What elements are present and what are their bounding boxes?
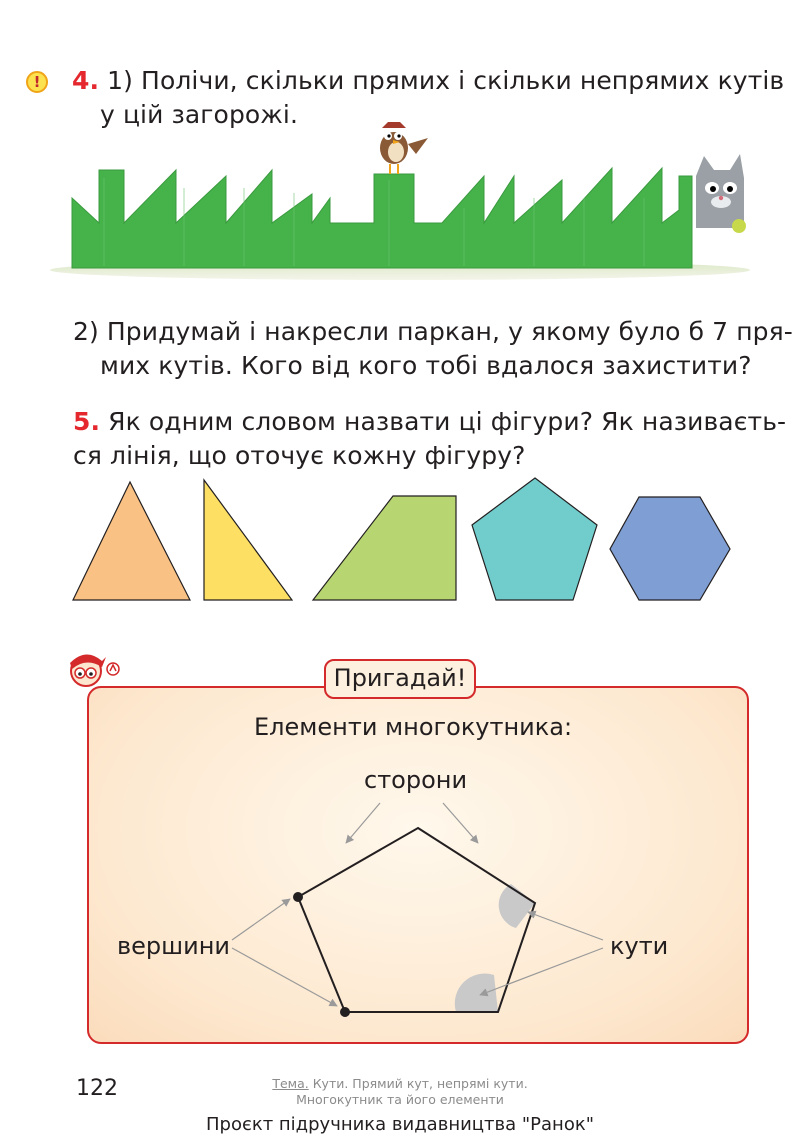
vertex-dot-left xyxy=(293,892,303,902)
task-4-part-2-line-2: мих кутів. Кого від кого тобі вдалося захистити? xyxy=(100,351,752,380)
task-4-text-1: 1) Полічи, скільки прямих і скільки непрямих кутів xyxy=(107,66,785,95)
task-5-text-1: Як одним словом назвати ці фігури? Як називаєть- xyxy=(108,407,787,436)
page-number: 122 xyxy=(76,1076,118,1101)
sides-label: сторони xyxy=(364,766,468,794)
angle-marker-bottom xyxy=(455,974,498,1012)
angles-arrow-top xyxy=(528,912,603,940)
polygon-shape xyxy=(298,828,535,1012)
topic-text-1: Кути. Прямий кут, непрямі кути. xyxy=(312,1076,528,1091)
task-5-line-2: ся лінія, що оточує кожну фігуру? xyxy=(73,441,526,470)
vertices-label: вершини xyxy=(117,932,230,960)
task-4-line-2: у цій загорожі. xyxy=(100,100,299,129)
arrows xyxy=(232,803,603,1006)
exclamation-icon: ! xyxy=(26,71,48,93)
footer-project: Проєкт підручника видавництва "Ранок" xyxy=(205,1114,594,1135)
angles-label: кути xyxy=(610,932,669,960)
sides-arrow-right xyxy=(443,803,478,843)
footer-topic-line-2: Многокутник та його елементи xyxy=(296,1092,504,1107)
sides-arrow-left xyxy=(346,803,380,843)
footer-topic-line-1 xyxy=(0,1076,800,1091)
remind-title: Пригадай! xyxy=(324,659,476,699)
task-4-part-2-line-1: 2) Придумай і накресли паркан, у якому було б 7 пря- xyxy=(73,317,793,346)
task-4-number: 4. xyxy=(72,66,100,95)
polygon-elements-heading: Елементи многокутника: xyxy=(254,713,573,741)
angles-arrow-bottom xyxy=(480,948,603,995)
vertex-dot-bottom xyxy=(340,1007,350,1017)
task-5-number: 5. xyxy=(73,407,101,436)
vertices-arrow-top xyxy=(232,899,290,940)
topic-label: Тема. xyxy=(272,1076,309,1091)
vertices-arrow-bottom xyxy=(232,948,337,1006)
